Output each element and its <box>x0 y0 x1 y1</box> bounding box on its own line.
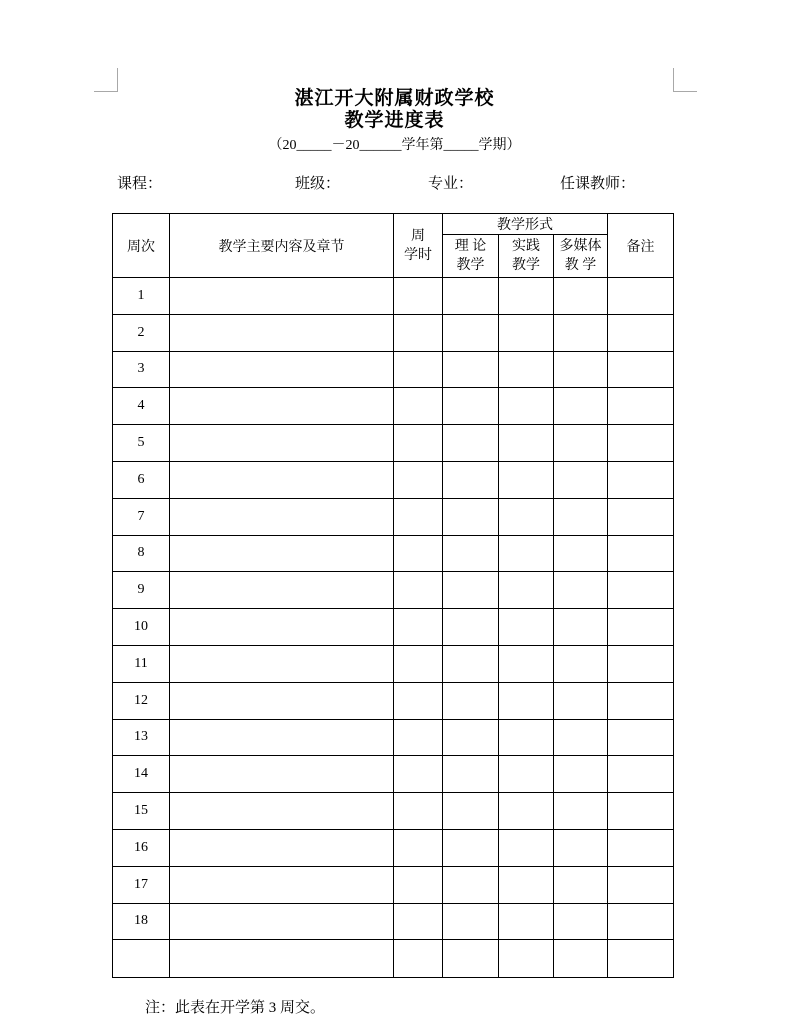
schedule-table-header <box>113 214 674 278</box>
class-label: 班级： <box>295 176 341 192</box>
multimedia-cell[interactable] <box>554 609 608 646</box>
header-weekly-hours <box>394 214 443 278</box>
content-cell[interactable] <box>170 314 394 351</box>
theory-cell[interactable] <box>443 903 499 940</box>
hours-cell[interactable] <box>394 719 443 756</box>
table-row <box>113 351 674 388</box>
week-number-cell: 14 <box>113 756 170 793</box>
header-multimedia <box>554 235 608 278</box>
multimedia-cell[interactable] <box>554 278 608 315</box>
remarks-cell[interactable] <box>608 645 674 682</box>
content-cell[interactable] <box>170 829 394 866</box>
theory-cell[interactable] <box>443 278 499 315</box>
content-cell[interactable] <box>170 682 394 719</box>
practice-cell[interactable] <box>499 829 554 866</box>
practice-cell[interactable] <box>499 388 554 425</box>
table-row <box>113 314 674 351</box>
week-number-cell: 1 <box>113 278 170 315</box>
table-row <box>113 829 674 866</box>
practice-cell[interactable] <box>499 572 554 609</box>
multimedia-cell[interactable] <box>554 388 608 425</box>
content-cell[interactable] <box>170 645 394 682</box>
table-row <box>113 425 674 462</box>
theory-cell[interactable] <box>443 940 499 978</box>
table-row <box>113 498 674 535</box>
practice-cell[interactable] <box>499 682 554 719</box>
remarks-cell[interactable] <box>608 314 674 351</box>
multimedia-cell[interactable] <box>554 719 608 756</box>
remarks-cell[interactable] <box>608 719 674 756</box>
hours-cell[interactable] <box>394 682 443 719</box>
footer-note: 注：此表在开学第 3 周交。 <box>145 1000 326 1016</box>
hours-cell[interactable] <box>394 866 443 903</box>
table-row <box>113 388 674 425</box>
remarks-cell[interactable] <box>608 351 674 388</box>
week-number-cell: 3 <box>113 351 170 388</box>
practice-cell[interactable] <box>499 645 554 682</box>
week-number-cell: 9 <box>113 572 170 609</box>
theory-cell[interactable] <box>443 425 499 462</box>
header-weekly-hours-line1: 周 <box>411 228 425 244</box>
schedule-table-body <box>113 278 674 978</box>
content-cell[interactable] <box>170 351 394 388</box>
major-label: 专业： <box>428 176 474 192</box>
table-row <box>113 535 674 572</box>
week-number-cell: 18 <box>113 903 170 940</box>
form-title: 教学进度表 <box>344 110 445 131</box>
content-cell[interactable] <box>170 756 394 793</box>
week-number-cell: 17 <box>113 866 170 903</box>
hours-cell[interactable] <box>394 645 443 682</box>
schedule-table <box>112 213 674 978</box>
multimedia-cell[interactable] <box>554 829 608 866</box>
week-number-cell: 12 <box>113 682 170 719</box>
header-theory-line2: 教学 <box>456 258 485 273</box>
remarks-cell[interactable] <box>608 829 674 866</box>
table-row <box>113 278 674 315</box>
content-cell[interactable] <box>170 719 394 756</box>
practice-cell[interactable] <box>499 793 554 830</box>
theory-cell[interactable] <box>443 609 499 646</box>
table-row <box>113 940 674 978</box>
content-cell[interactable] <box>170 461 394 498</box>
practice-cell[interactable] <box>499 498 554 535</box>
remarks-cell[interactable] <box>608 572 674 609</box>
theory-cell[interactable] <box>443 535 499 572</box>
multimedia-cell[interactable] <box>554 682 608 719</box>
week-number-cell: 4 <box>113 388 170 425</box>
table-row <box>113 645 674 682</box>
week-number-cell: 5 <box>113 425 170 462</box>
week-number-cell: 15 <box>113 793 170 830</box>
theory-cell[interactable] <box>443 388 499 425</box>
hours-cell[interactable] <box>394 351 443 388</box>
header-practice-line2: 教学 <box>512 258 540 273</box>
theory-cell[interactable] <box>443 793 499 830</box>
week-number-cell: 8 <box>113 535 170 572</box>
hours-cell[interactable] <box>394 314 443 351</box>
remarks-cell[interactable] <box>608 866 674 903</box>
term-line: （20_____－20______学年第_____学期） <box>268 138 521 153</box>
table-row <box>113 609 674 646</box>
hours-cell[interactable] <box>394 498 443 535</box>
multimedia-cell[interactable] <box>554 645 608 682</box>
content-cell[interactable] <box>170 793 394 830</box>
table-row <box>113 756 674 793</box>
header-teaching-form-group: 教学形式 <box>443 214 608 235</box>
content-cell[interactable] <box>170 903 394 940</box>
theory-cell[interactable] <box>443 866 499 903</box>
header-theory <box>443 235 499 278</box>
content-cell[interactable] <box>170 572 394 609</box>
content-cell[interactable] <box>170 866 394 903</box>
header-multimedia-line1: 多媒体 <box>559 239 602 254</box>
multimedia-cell[interactable] <box>554 498 608 535</box>
remarks-cell[interactable] <box>608 388 674 425</box>
remarks-cell[interactable] <box>608 535 674 572</box>
hours-cell[interactable] <box>394 461 443 498</box>
week-number-cell: 13 <box>113 719 170 756</box>
hours-cell[interactable] <box>394 903 443 940</box>
content-cell[interactable] <box>170 940 394 978</box>
table-row <box>113 793 674 830</box>
header-practice <box>499 235 554 278</box>
hours-cell[interactable] <box>394 535 443 572</box>
remarks-cell[interactable] <box>608 793 674 830</box>
remarks-cell[interactable] <box>608 278 674 315</box>
theory-cell[interactable] <box>443 351 499 388</box>
practice-cell[interactable] <box>499 756 554 793</box>
multimedia-cell[interactable] <box>554 756 608 793</box>
header-remarks: 备注 <box>608 214 674 278</box>
table-row <box>113 719 674 756</box>
multimedia-cell[interactable] <box>554 940 608 978</box>
week-number-cell: 7 <box>113 498 170 535</box>
practice-cell[interactable] <box>499 609 554 646</box>
practice-cell[interactable] <box>499 535 554 572</box>
multimedia-cell[interactable] <box>554 314 608 351</box>
practice-cell[interactable] <box>499 278 554 315</box>
remarks-cell[interactable] <box>608 756 674 793</box>
multimedia-cell[interactable] <box>554 351 608 388</box>
theory-cell[interactable] <box>443 314 499 351</box>
title-block <box>0 88 789 155</box>
content-cell[interactable] <box>170 278 394 315</box>
content-cell[interactable] <box>170 498 394 535</box>
practice-cell[interactable] <box>499 425 554 462</box>
hours-cell[interactable] <box>394 425 443 462</box>
table-row <box>113 866 674 903</box>
week-number-cell: 10 <box>113 609 170 646</box>
theory-cell[interactable] <box>443 682 499 719</box>
multimedia-cell[interactable] <box>554 461 608 498</box>
week-number-cell: 2 <box>113 314 170 351</box>
table-row <box>113 461 674 498</box>
hours-cell[interactable] <box>394 793 443 830</box>
practice-cell[interactable] <box>499 940 554 978</box>
remarks-cell[interactable] <box>608 682 674 719</box>
week-number-cell: 6 <box>113 461 170 498</box>
week-number-cell[interactable] <box>113 940 170 978</box>
multimedia-cell[interactable] <box>554 425 608 462</box>
hours-cell[interactable] <box>394 278 443 315</box>
multimedia-cell[interactable] <box>554 572 608 609</box>
week-number-cell: 11 <box>113 645 170 682</box>
table-row <box>113 682 674 719</box>
practice-cell[interactable] <box>499 351 554 388</box>
remarks-cell[interactable] <box>608 498 674 535</box>
header-multimedia-line2: 教 学 <box>564 258 597 273</box>
content-cell[interactable] <box>170 388 394 425</box>
theory-cell[interactable] <box>443 645 499 682</box>
practice-cell[interactable] <box>499 461 554 498</box>
remarks-cell[interactable] <box>608 940 674 978</box>
hours-cell[interactable] <box>394 829 443 866</box>
table-row <box>113 903 674 940</box>
content-cell[interactable] <box>170 535 394 572</box>
hours-cell[interactable] <box>394 572 443 609</box>
header-theory-line1: 理 论 <box>454 239 487 254</box>
practice-cell[interactable] <box>499 314 554 351</box>
content-cell[interactable] <box>170 425 394 462</box>
theory-cell[interactable] <box>443 719 499 756</box>
header-weekly-hours-line2: 学时 <box>404 247 432 263</box>
multimedia-cell[interactable] <box>554 793 608 830</box>
theory-cell[interactable] <box>443 829 499 866</box>
hours-cell[interactable] <box>394 609 443 646</box>
course-label: 课程： <box>117 176 163 192</box>
remarks-cell[interactable] <box>608 425 674 462</box>
header-practice-line1: 实践 <box>512 239 540 254</box>
practice-cell[interactable] <box>499 903 554 940</box>
remarks-cell[interactable] <box>608 461 674 498</box>
header-content: 教学主要内容及章节 <box>170 214 394 278</box>
content-cell[interactable] <box>170 609 394 646</box>
table-row <box>113 572 674 609</box>
hours-cell[interactable] <box>394 940 443 978</box>
multimedia-cell[interactable] <box>554 903 608 940</box>
theory-cell[interactable] <box>443 756 499 793</box>
multimedia-cell[interactable] <box>554 866 608 903</box>
week-number-cell: 16 <box>113 829 170 866</box>
theory-cell[interactable] <box>443 498 499 535</box>
teacher-label: 任课教师： <box>560 176 636 192</box>
hours-cell[interactable] <box>394 756 443 793</box>
school-name-title: 湛江开大附属财政学校 <box>294 88 495 109</box>
hours-cell[interactable] <box>394 388 443 425</box>
header-week: 周次 <box>113 214 170 278</box>
theory-cell[interactable] <box>443 461 499 498</box>
theory-cell[interactable] <box>443 572 499 609</box>
remarks-cell[interactable] <box>608 903 674 940</box>
practice-cell[interactable] <box>499 719 554 756</box>
practice-cell[interactable] <box>499 866 554 903</box>
multimedia-cell[interactable] <box>554 535 608 572</box>
remarks-cell[interactable] <box>608 609 674 646</box>
